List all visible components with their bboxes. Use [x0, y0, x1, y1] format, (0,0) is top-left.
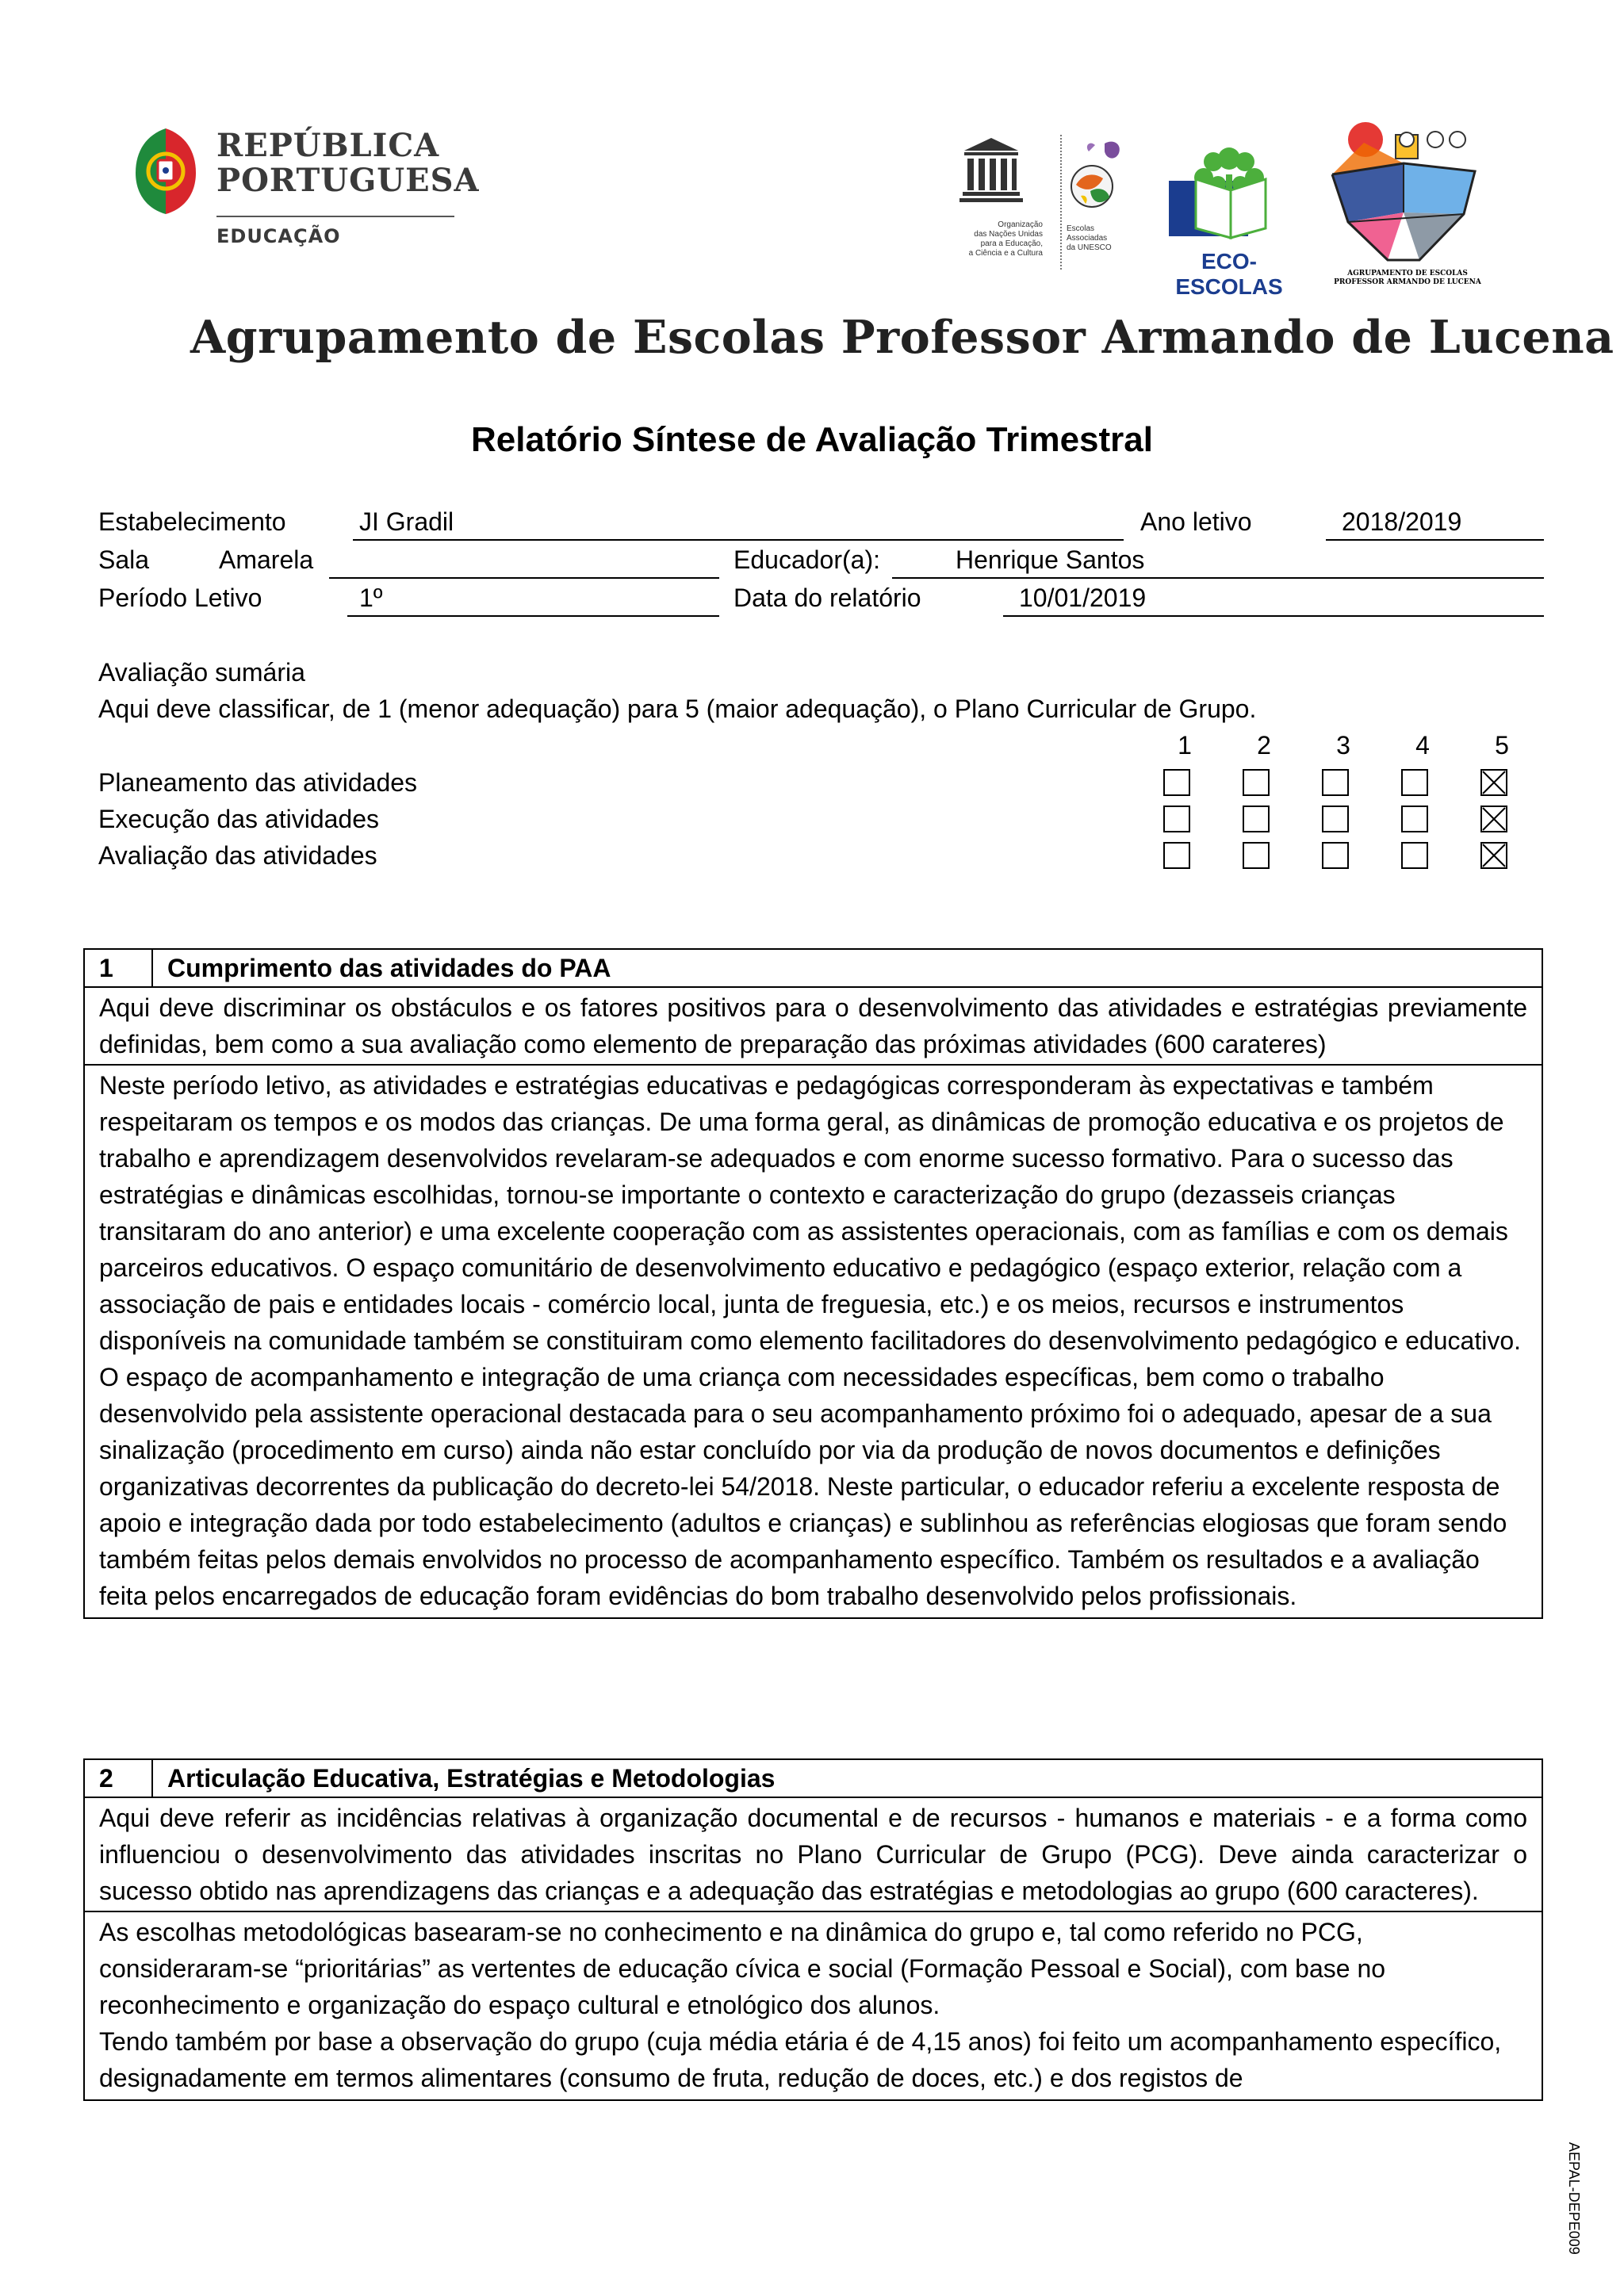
eco-escolas-tree-icon [1158, 135, 1300, 246]
agrupamento-emblem-icon [1316, 119, 1499, 270]
unesco-caption-line: a Ciência e a Cultura [968, 249, 1043, 258]
agrupamento-caption-line: AGRUPAMENTO DE ESCOLAS [1347, 270, 1468, 277]
estabelecimento-value: JI Gradil [359, 507, 454, 536]
evaluation-heading: Avaliação sumária [98, 658, 305, 687]
ano-letivo-value: 2018/2019 [1342, 507, 1462, 536]
checked-x-icon [1482, 771, 1506, 794]
rating-checkbox[interactable] [1243, 769, 1270, 796]
scale-number: 3 [1336, 731, 1350, 760]
report-title: Relatório Síntese de Avaliação Trimestral [471, 420, 1153, 459]
educador-value: Henrique Santos [956, 545, 1145, 574]
scale-number: 2 [1257, 731, 1271, 760]
aspnet-caption [1067, 224, 1112, 253]
section-number: 1 [85, 950, 153, 986]
unesco-caption-line: das Nações Unidas [974, 230, 1043, 239]
rating-checkbox[interactable] [1163, 769, 1190, 796]
ano-letivo-underline [1326, 539, 1544, 541]
section-header [85, 1760, 1542, 1798]
rp-line1: REPÚBLICA [216, 127, 440, 164]
estabelecimento-underline [353, 539, 1124, 541]
rating-checkbox[interactable] [1322, 769, 1349, 796]
rating-checkbox[interactable] [1243, 842, 1270, 869]
rp-subtitle: EDUCAÇÃO [216, 225, 341, 247]
sala-label: Sala [98, 545, 150, 574]
section-title: Cumprimento das atividades do PAA [167, 954, 611, 982]
checked-x-icon [1482, 807, 1506, 831]
scale-number: 4 [1415, 731, 1430, 760]
unesco-temple-icon [936, 135, 1047, 214]
data-relatorio-label: Data do relatório [733, 584, 921, 612]
section-paragraph: Tendo também por base a observação do grupo (cuja média etária é de 4,15 anos) foi feito um acompanhamento específico, designadamente em termos alimentares (consumo de fruta, redução de doces, etc.) e dos registos de [99, 2027, 1502, 2092]
scale-number: 1 [1178, 731, 1192, 760]
data-relatorio-value: 10/01/2019 [1019, 584, 1147, 612]
rating-label-planeamento: Planeamento das atividades [98, 768, 418, 797]
rating-checkbox[interactable] [1401, 842, 1428, 869]
rating-checkbox[interactable] [1243, 806, 1270, 832]
aspnet-logo [1067, 139, 1138, 270]
eco-escolas-logo [1158, 135, 1300, 299]
section-number: 2 [85, 1760, 153, 1797]
rating-checkbox[interactable] [1401, 769, 1428, 796]
sala-value: Amarela [219, 545, 314, 574]
section-1 [83, 948, 1543, 1619]
rating-checkbox[interactable] [1322, 842, 1349, 869]
aspnet-caption-line: da UNESCO [1067, 243, 1112, 252]
rp-line2: PORTUGUESA [216, 162, 480, 199]
unesco-logo [936, 135, 1063, 270]
section-title: Articulação Educativa, Estratégias e Metodologias [167, 1764, 776, 1793]
checked-x-icon [1482, 844, 1506, 867]
agrupamento-logo-caption [1316, 270, 1499, 287]
rating-checkbox[interactable] [1163, 806, 1190, 832]
rating-label-avaliacao: Avaliação das atividades [98, 841, 377, 870]
educador-label: Educador(a): [733, 545, 880, 574]
section-body [85, 1066, 1542, 1617]
section-instruction: Aqui deve referir as incidências relativas à organização documental e de recursos - humanos e materiais - e a forma como influenciou o desenvolvimento das atividades inscritas no Plano Curricular de Grupo (PCG). Deve ainda caracterizar o sucesso obtido nas aprendizagens das crianças e a adequação das estratégias e metodologias ao grupo (600 caracteres). [85, 1798, 1542, 1912]
scale-number: 5 [1495, 731, 1509, 760]
sala-underline [329, 577, 719, 579]
aspnet-globe-icon [1067, 139, 1130, 218]
rating-checkbox[interactable] [1163, 842, 1190, 869]
eco-escolas-label: ECO-ESCOLAS [1175, 249, 1283, 299]
agrupamento-logo [1316, 119, 1499, 301]
section-instruction: Aqui deve discriminar os obstáculos e os fatores positivos para o desenvolvimento das atividades e estratégias previamente definidas, bem como a sua avaliação como elemento de preparação das próximas atividades (600 carateres) [85, 988, 1542, 1066]
educador-underline [892, 577, 1544, 579]
agrupamento-caption-line: PROFESSOR ARMANDO DE LUCENA [1334, 278, 1481, 286]
estabelecimento-label: Estabelecimento [98, 507, 286, 536]
section-header [85, 950, 1542, 988]
rating-checkbox[interactable] [1322, 806, 1349, 832]
periodo-letivo-underline [347, 615, 719, 617]
section-paragraph: Neste período letivo, as atividades e estratégias educativas e pedagógicas corresponderam às expectativas e também respeitaram os tempos e os modos das crianças. De uma forma geral, as dinâmicas de promoção educativa e os projetos de trabalho e aprendizagem desenvolvidos revelaram-se adequados e com enorme sucesso formativo. Para o sucesso das estratégias e dinâmicas escolhidas, tornou-se importante o contexto e caracterização do grupo (dezasseis crianças transitaram do ano anterior) e uma excelente cooperação com as assistentes operacionais, com as famílias e com os demais parceiros educativos. O espaço comunitário de desenvolvimento educativo e pedagógico (espaço exterior, relação com a associação de pais e entidades locais - comércio local, junta de freguesia, etc.) e os meios, recursos e instrumentos disponíveis na comunidade também se constituiram como elemento facilitadores do desenvolvimento pedagógico e educativo. [99, 1071, 1522, 1355]
section-paragraph: As escolhas metodológicas basearam-se no conhecimento e na dinâmica do grupo e, tal como referido no PCG, consideraram-se “prioritárias” as vertentes de educação cívica e social (Formação Pessoal e Social), com base no reconhecimento e organização do espaço cultural e etnológico dos alunos. [99, 1918, 1386, 2019]
rating-checkbox[interactable] [1480, 806, 1507, 832]
rp-divider [216, 216, 454, 217]
aspnet-caption-line: Associadas [1067, 234, 1108, 243]
rating-checkbox[interactable] [1480, 842, 1507, 869]
document-code: AEPAL-DEPE009 [1566, 2142, 1582, 2255]
portuguese-flag-emblem-icon [131, 127, 201, 216]
republica-portuguesa-logo [131, 127, 480, 262]
unesco-caption [936, 220, 1043, 258]
section-body [85, 1912, 1542, 2099]
logo-separator [1060, 135, 1062, 270]
rating-checkbox[interactable] [1401, 806, 1428, 832]
section-2 [83, 1758, 1543, 2101]
rating-label-execucao: Execução das atividades [98, 805, 379, 833]
rating-checkbox[interactable] [1480, 769, 1507, 796]
evaluation-instruction: Aqui deve classificar, de 1 (menor adequação) para 5 (maior adequação), o Plano Curricular de Grupo. [98, 695, 1257, 723]
school-name: Agrupamento de Escolas Professor Armando de Lucena [190, 311, 1614, 364]
periodo-letivo-value: 1º [359, 584, 383, 612]
section-paragraph: O espaço de acompanhamento e integração de uma criança com necessidades específicas, bem como o trabalho desenvolvido pela assistente operacional destacada para o seu acompanhamento próximo foi o adequado, apesar de a sua sinalização (procedimento em curso) ainda não estar concluído por via da produção de novos documentos e definições organizativas decorrentes da publicação do decreto-lei 54/2018. Neste particular, o educador referiu a excelente resposta de apoio e integração dada por todo estabelecimento (adultos e crianças) e sublinhou as referências elogiosas que foram sendo também feitas pelos demais envolvidos no processo de acompanhamento específico. Também os resultados e a avaliação feita pelos encarregados de educação foram evidências do bom trabalho desenvolvido pelos profissionais. [99, 1363, 1507, 1610]
periodo-letivo-label: Período Letivo [98, 584, 262, 612]
ano-letivo-label: Ano letivo [1140, 507, 1252, 536]
aspnet-caption-line: Escolas [1067, 224, 1095, 233]
unesco-caption-line: para a Educação, [980, 239, 1043, 248]
unesco-caption-line: Organização [998, 220, 1043, 229]
data-relatorio-underline [1003, 615, 1544, 617]
